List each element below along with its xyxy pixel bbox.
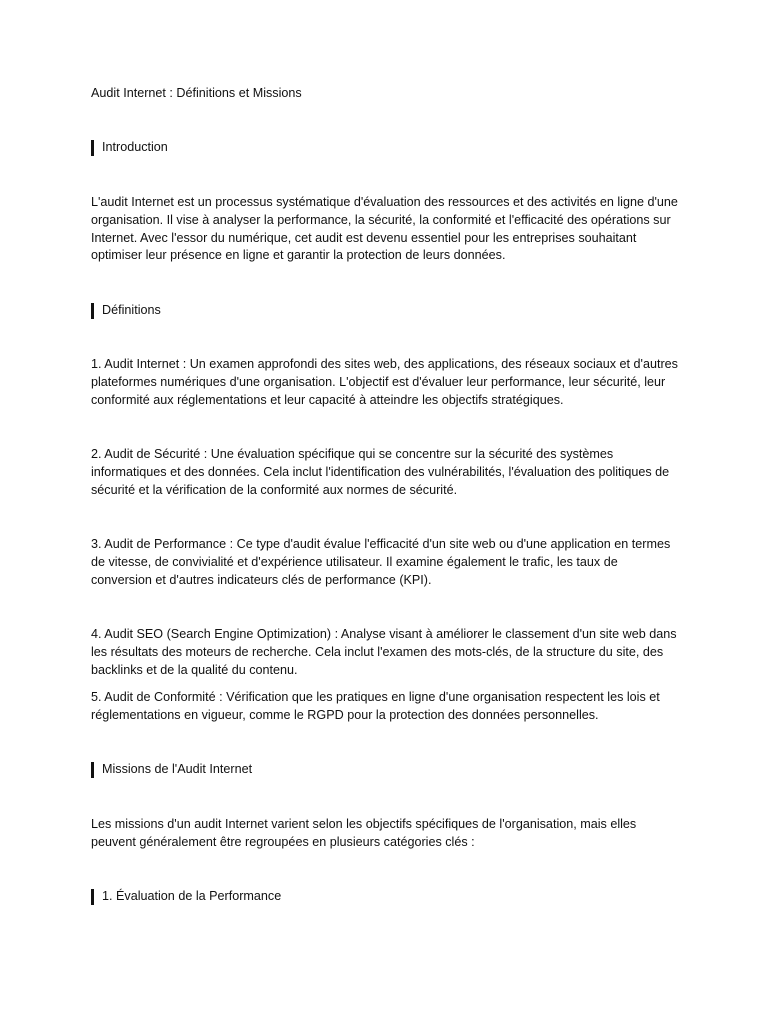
definition-item: 5. Audit de Conformité : Vérification que les pratiques en ligne d'une organisation respectent les lois et réglementations en vigueur, comme le RGPD pour la protection des données personnelles. [91, 690, 660, 722]
heading-bar-marker [91, 303, 94, 319]
definition-item: 1. Audit Internet : Un examen approfondi des sites web, des applications, des réseaux sociaux et d'autres plateformes numériques d'une organisation. L'objectif est d'évaluer leur performance, leur sécurité, leur conformité aux réglementations et leur capacité à atteindre les objectifs stratégiques. [91, 357, 678, 407]
section-heading-label: Définitions [102, 303, 161, 317]
heading-bar-marker [91, 762, 94, 778]
section-heading-label: Missions de l'Audit Internet [102, 762, 253, 776]
document-title: Audit Internet : Définitions et Missions [91, 86, 302, 100]
introduction-paragraph: L'audit Internet est un processus systématique d'évaluation des ressources et des activités en ligne d'une organisation. Il vise à analyser la performance, la sécurité, la conformité et l'efficacité des opérations sur Internet. Avec l'essor du numérique, cet audit est devenu essentiel pour les entreprises souhaitant optimiser leur présence en ligne et garantir la protection de leurs données. [91, 195, 678, 263]
section-heading-introduction [91, 139, 681, 157]
section-heading-missions [91, 761, 681, 779]
heading-bar-marker [91, 140, 94, 156]
missions-paragraph: Les missions d'un audit Internet varient selon les objectifs spécifiques de l'organisation, mais elles peuvent généralement être regroupées en plusieurs catégories clés : [91, 817, 637, 849]
definition-item: 2. Audit de Sécurité : Une évaluation spécifique qui se concentre sur la sécurité des systèmes informatiques et des données. Cela inclut l'identification des vulnérabilités, l'évaluation des politiques de sécurité et la vérification de la conformité aux normes de sécurité. [91, 447, 670, 497]
heading-bar-marker [91, 889, 94, 905]
definition-item: 4. Audit SEO (Search Engine Optimization) : Analyse visant à améliorer le classement d'un site web dans les résultats des moteurs de recherche. Cela inclut l'examen des mots-clés, de la structure du site, des backlinks et de la qualité du contenu. [91, 627, 677, 677]
section-heading-label: Introduction [102, 140, 168, 154]
subsection-heading-performance [91, 888, 681, 906]
subsection-heading-label: 1. Évaluation de la Performance [102, 889, 282, 903]
definition-item: 3. Audit de Performance : Ce type d'audit évalue l'efficacité d'un site web ou d'une application en termes de vitesse, de convivialité et d'expérience utilisateur. Il examine également le trafic, les taux de conversion et d'autres indicateurs clés de performance (KPI). [91, 537, 671, 587]
section-heading-definitions [91, 302, 681, 320]
